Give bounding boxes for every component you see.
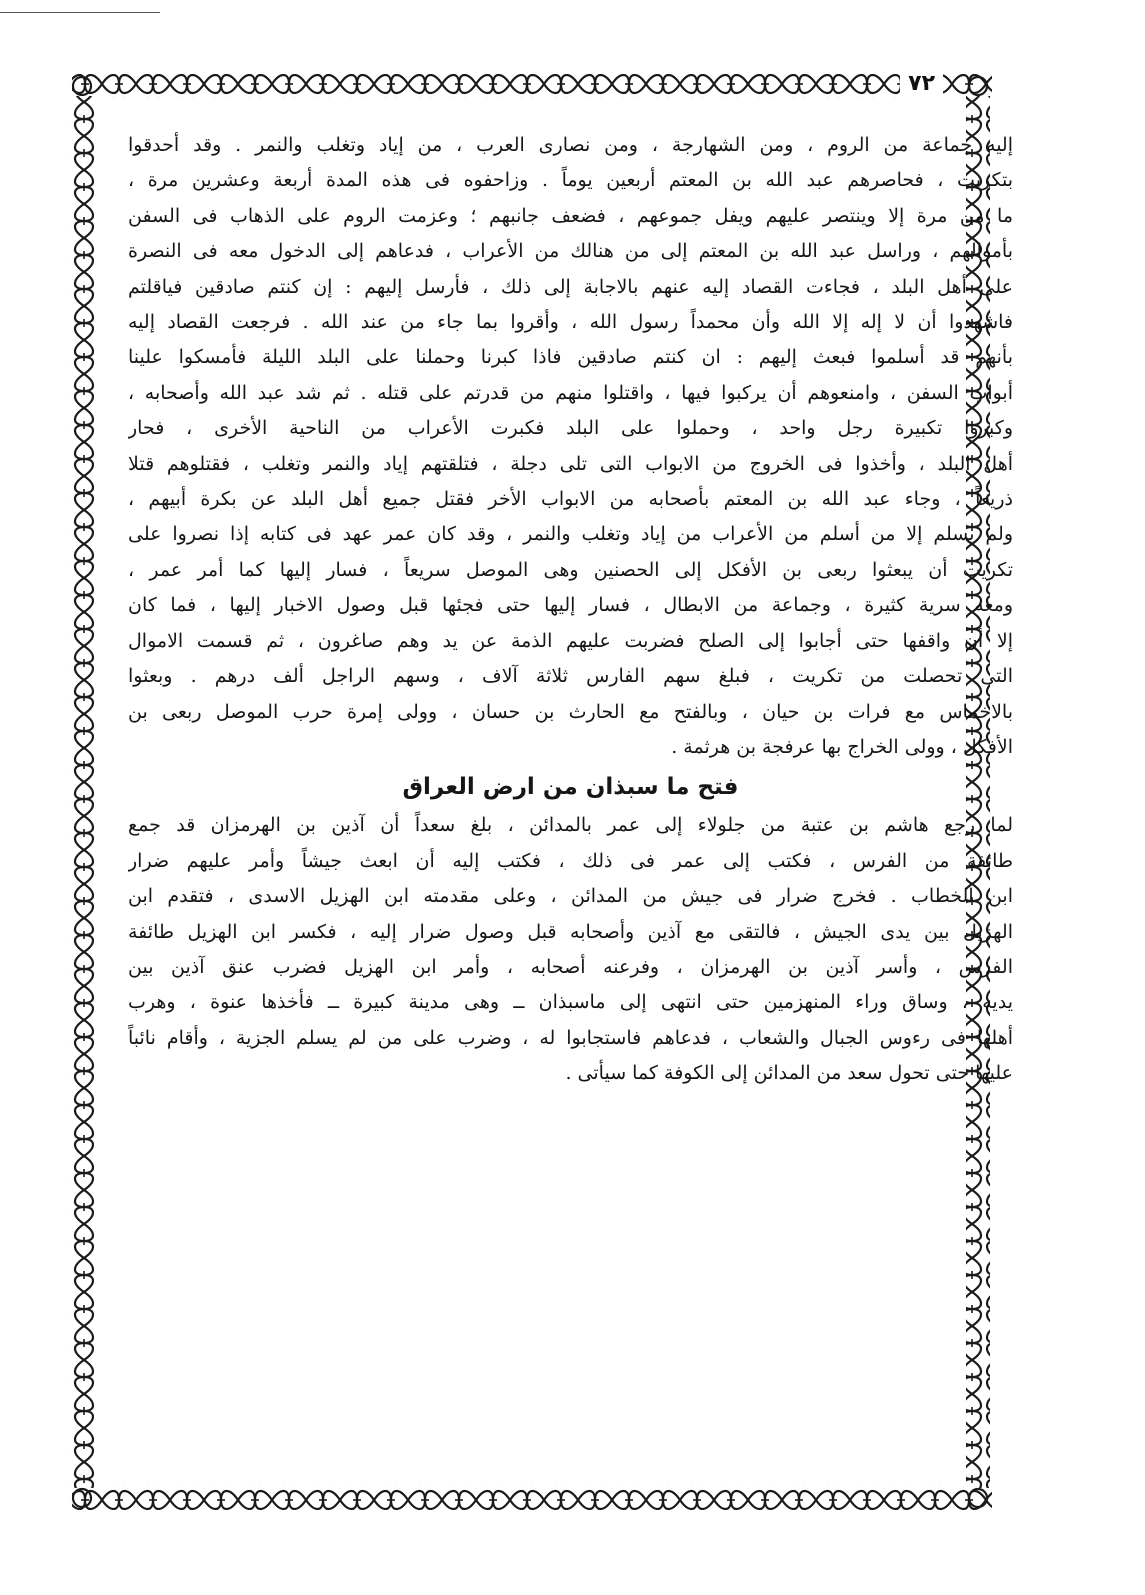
text-line: ذريعاً ، وجاء عبد الله بن المعتم بأصحابه من الابواب الأخر فقتل جميع أهل البلد عن بكرة أبيهم ، <box>128 488 1013 511</box>
text-line: بالاخماس مع فرات بن حيان ، وبالفتح مع الحارث بن حسان ، وولى إمرة حرب الموصل ربعى بن <box>128 700 1013 723</box>
text-line: الفرس ، وأسر آذين بن الهرمزان ، وفرعنه أصحابه ، وأمر ابن الهزيل فضرب عنق آذين بين <box>128 955 1013 978</box>
text-line: ما من مرة إلا وينتصر عليهم ويفل جموعهم ، فضعف جانبهم ؛ وعزمت الروم على الذهاب فى السفن <box>128 204 1013 227</box>
text-line: وكبروا تكبيرة رجل واحد ، وحملوا على البلد فكبرت الأعراب من الناحية الأخرى ، فحار <box>128 417 1013 440</box>
section-paragraph-1 <box>128 128 1013 765</box>
text-line: الهزيل بين يدى الجيش ، فالتقى مع آذين وأصحابه قبل وصول ضرار إليه ، فكسر ابن الهزيل طائفة <box>128 920 1013 943</box>
page-number: ٧٢ <box>900 70 943 98</box>
text-line: طائفة من الفرس ، فكتب إلى عمر فى ذلك ، فكتب إليه أن ابعث جيشاً وأمر عليهم ضرار <box>128 849 1013 872</box>
text-line: بأنهم قد أسلموا فبعث إليهم : ان كنتم صادقين فاذا كبرنا وحملنا على البلد الليلة فأمسكوا علينا <box>128 346 1013 369</box>
text-line: إليه جماعة من الروم ، ومن الشهارجة ، ومن نصارى العرب ، من إياد وتغلب والنمر . وقد أحدقوا <box>128 134 1013 156</box>
text-line: بأموالهم ، وراسل عبد الله بن المعتم إلى من هنالك من الأعراب ، فدعاهم إلى الدخول معه فى النصرة <box>128 240 1013 263</box>
main-text <box>128 128 1013 1092</box>
section-paragraph-2 <box>128 808 1013 1091</box>
text-line: أبواب السفن ، وامنعوهم أن يركبوا فيها ، واقتلوا منهم من قدرتم على قتله . ثم شد عبد الله وأصحابه ، <box>128 381 1013 404</box>
text-line: أهلها فى رءوس الجبال والشعاب ، فدعاهم فاستجابوا له ، وضرب على من لم يسلم الجزية ، وأقام نائباً <box>128 1026 1013 1049</box>
text-line: بتكريت ، فحاصرهم عبد الله بن المعتم أربعين يوماً . وزاحفوه فى هذه المدة أربعة وعشرين مرة ، <box>128 169 1013 192</box>
text-line: فاشهدوا أن لا إله إلا الله وأن محمداً رسول الله ، وأقروا بما جاء من عند الله . فرجعت القصاد إليه <box>128 311 1013 334</box>
text-line: يديه ، وساق وراء المنهزمين حتى انتهى إلى ماسبذان ــ وهى مدينة كبيرة ــ فأخذها عنوة ، وهرب <box>128 991 1013 1014</box>
text-line: أهل البلد ، وأخذوا فى الخروج من الابواب التى تلى دجلة ، فتلقتهم إياد والنمر وتغلب ، فقتلوهم قتلا <box>128 452 1013 475</box>
text-line: ومعه سرية كثيرة ، وجماعة من الابطال ، فسار إليها حتى فجئها قبل وصول الاخبار إليها ، فما كان <box>128 594 1013 617</box>
text-line: إلا أن واقفها حتى أجابوا إلى الصلح فضربت عليهم الذمة عن يد وهم صاغرون ، ثم قسمت الاموال <box>128 629 1013 652</box>
text-line: على أهل البلد ، فجاءت القصاد إليه عنهم بالاجابة إلى ذلك ، فأرسل إليهم : إن كنتم صادقين فياقلتم <box>128 275 1013 298</box>
text-line: لما رجع هاشم بن عتبة من جلولاء إلى عمر بالمدائن ، بلغ سعداً أن آذين بن الهرمزان قد جمع <box>128 814 1013 837</box>
text-line: ولم يسلم إلا من أسلم من الأعراب من إياد وتغلب والنمر ، وقد كان عمر عهد فى كتابه إذا نصروا على <box>128 523 1013 546</box>
text-line: التى تحصلت من تكريت ، فبلغ سهم الفارس ثلاثة آلاف ، وسهم الراجل ألف درهم . وبعثوا <box>128 665 1013 688</box>
text-line: الأفكل ، وولى الخراج بها عرفجة بن هرثمة . <box>671 735 1013 758</box>
text-line: ابن الخطاب . فخرج ضرار فى جيش من المدائن ، وعلى مقدمته ابن الهزيل الاسدى ، فتقدم ابن <box>128 885 1013 908</box>
section-heading: فتح ما سبذان من ارض العراق <box>402 774 739 801</box>
text-line: عليها حتى تحول سعد من المدائن إلى الكوفة كما سيأتى . <box>565 1062 1013 1085</box>
text-line: تكريت أن يبعثوا ربعى بن الأفكل إلى الحصنين وهى الموصل سريعاً ، فسار إليها كما أمر عمر ، <box>128 558 1013 581</box>
